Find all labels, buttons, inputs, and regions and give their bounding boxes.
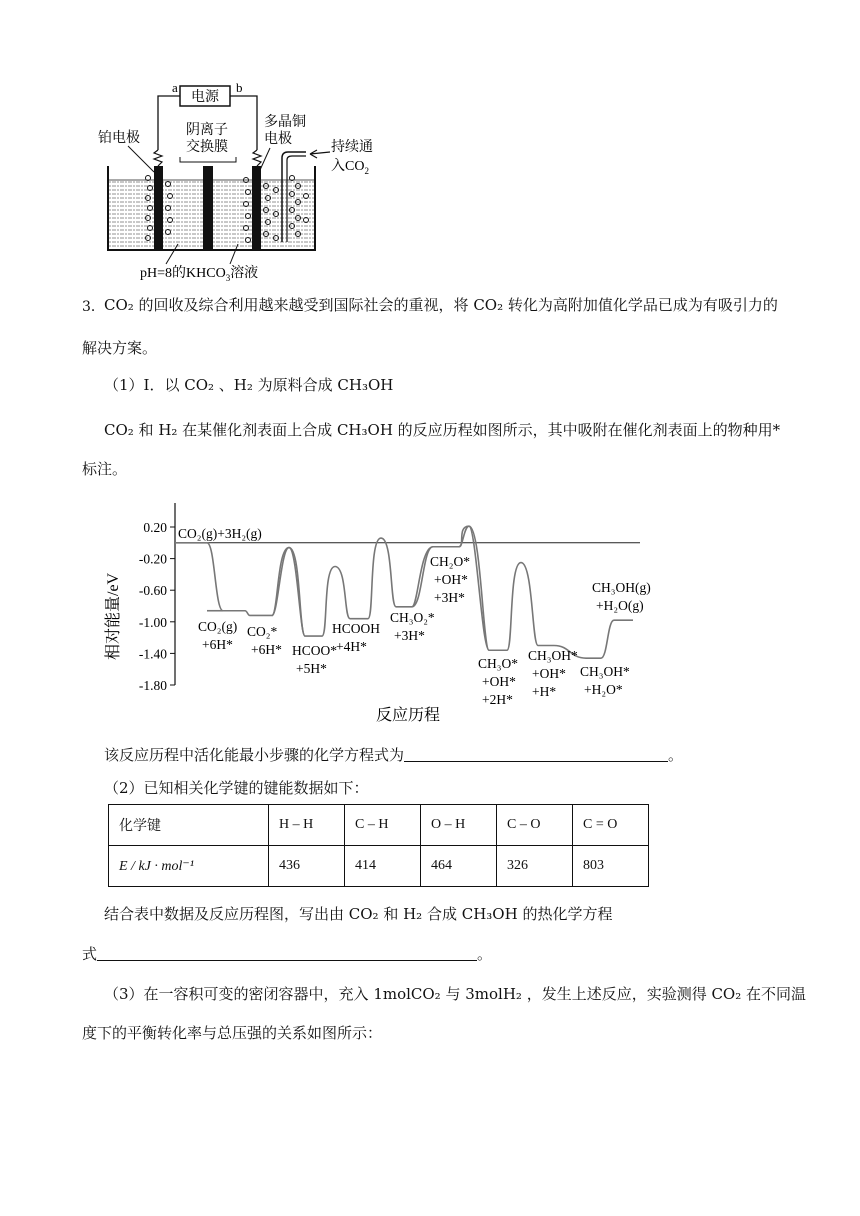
stage-label: +4H* (336, 639, 367, 654)
stage-label: +3H* (394, 628, 425, 643)
part1-desc-line2: 标注。 (82, 460, 128, 478)
stage-label: CO₂(g) (198, 619, 238, 634)
table-cell: 326 (497, 846, 573, 887)
stage-label: +OH* (482, 674, 516, 689)
table-cell: H – H (269, 805, 345, 846)
table-cell: C – H (345, 805, 421, 846)
stage-label: +5H* (296, 661, 327, 676)
gas-inlet-label-line2: 入$CO_2$ (331, 159, 369, 176)
part1-ask: 该反应历程中活化能最小步骤的化学方程式为 (104, 746, 405, 764)
part2-ask-prefix: 式 (82, 945, 98, 963)
table-header-row (109, 805, 649, 846)
stage-label: +H₂O(g) (596, 598, 644, 613)
part1-title: （1）Ⅰ．以 CO₂ 、H₂ 为原料合成 CH₃OH (104, 376, 394, 394)
stage-label: CH₃OH* (528, 648, 578, 663)
bond-energy-table (108, 804, 649, 887)
y-tick-label: -1.00 (138, 614, 167, 630)
answer-blank-2[interactable] (97, 946, 477, 961)
part1-desc-line1: CO₂ 和 H₂ 在某催化剂表面上合成 CH₃OH 的反应历程如图所示，其中吸附在催化剂表面上的物种用* (104, 421, 781, 439)
terminal-a: a (172, 80, 178, 95)
solution-label: pH=8的$KHCO_3$溶液 (140, 266, 259, 283)
table-cell: 414 (345, 846, 421, 887)
table-cell: 803 (573, 846, 649, 887)
part2-ask-line2 (82, 946, 492, 962)
table-cell: C – O (497, 805, 573, 846)
part3-line2: 度下的平衡转化率与总压强的关系如图所示： (82, 1024, 383, 1042)
stage-label: CH₂O* (430, 554, 470, 569)
y-tick-label: -0.20 (138, 551, 167, 567)
stage-label: HCOO* (292, 643, 338, 658)
part2-title: （2）已知相关化学键的键能数据如下： (104, 779, 369, 797)
question-number: 3． (82, 299, 105, 315)
stage-label: +3H* (434, 590, 465, 605)
part3-line1: （3）在一容积可变的密闭容器中，充入 1molCO₂ 与 3molH₂ ，发生上述反应，实验测得 CO₂ 在不同温 (104, 985, 807, 1003)
answer-blank-1[interactable] (404, 747, 668, 762)
y-tick-label: -1.80 (138, 678, 167, 693)
stage-label: +6H* (251, 642, 282, 657)
x-axis-label: 反应历程 (375, 707, 441, 724)
table-cell: E / kJ · mol⁻¹ (109, 846, 269, 887)
energy-curve-segment (459, 526, 489, 650)
table-cell: 464 (421, 846, 497, 887)
y-tick-label: -1.40 (138, 646, 167, 662)
stage-label: CH₃O₂* (390, 610, 435, 625)
part2-end: 。 (477, 945, 493, 963)
stage-label: CH₃O* (478, 656, 518, 671)
membrane-label-line2: 交换膜 (186, 140, 228, 155)
stage-label: +OH* (434, 572, 468, 587)
power-label: 电源 (191, 90, 219, 105)
part1-end: 。 (668, 746, 684, 764)
stage-label: CH₃OH* (580, 664, 630, 679)
stage-label: CO₂(g)+3H₂(g) (178, 526, 262, 541)
right-electrode-label-line1: 多晶铜 (264, 115, 306, 130)
table-cell: 化学键 (109, 805, 269, 846)
part2-ask-line1: 结合表中数据及反应历程图，写出由 CO₂ 和 H₂ 合成 CH₃OH 的热化学方程 (104, 905, 613, 923)
stage-label: +2H* (482, 692, 513, 707)
part1-question (104, 747, 683, 763)
intro-line1: CO₂ 的回收及综合利用越来越受到国际社会的重视，将 CO₂ 转化为高附加值化学品已成为有吸引力的 (104, 296, 778, 314)
y-tick-label: 0.20 (143, 520, 167, 535)
stage-label: +H* (532, 684, 557, 699)
stage-label: CO₂* (247, 624, 278, 639)
stage-label: +OH* (532, 666, 566, 681)
stage-label: +H₂O* (584, 682, 623, 697)
table-cell: 436 (269, 846, 345, 887)
stage-label: +6H* (202, 637, 233, 652)
table-cell: C = O (573, 805, 649, 846)
stage-label: HCOOH (332, 621, 381, 636)
terminal-b: b (236, 80, 243, 95)
left-electrode-label: 铂电极 (98, 131, 140, 146)
gas-inlet-label-line1: 持续通 (331, 140, 373, 155)
right-electrode-label-line2: 电极 (264, 132, 292, 147)
y-tick-label: -0.60 (138, 583, 167, 599)
y-axis-label: 相对能量/eV (105, 572, 122, 660)
membrane-label-line1: 阴离子 (186, 123, 228, 138)
table-row (109, 846, 649, 887)
table-cell: O – H (421, 805, 497, 846)
intro-line2: 解决方案。 (82, 339, 158, 357)
stage-label: CH₃OH(g) (592, 580, 651, 595)
